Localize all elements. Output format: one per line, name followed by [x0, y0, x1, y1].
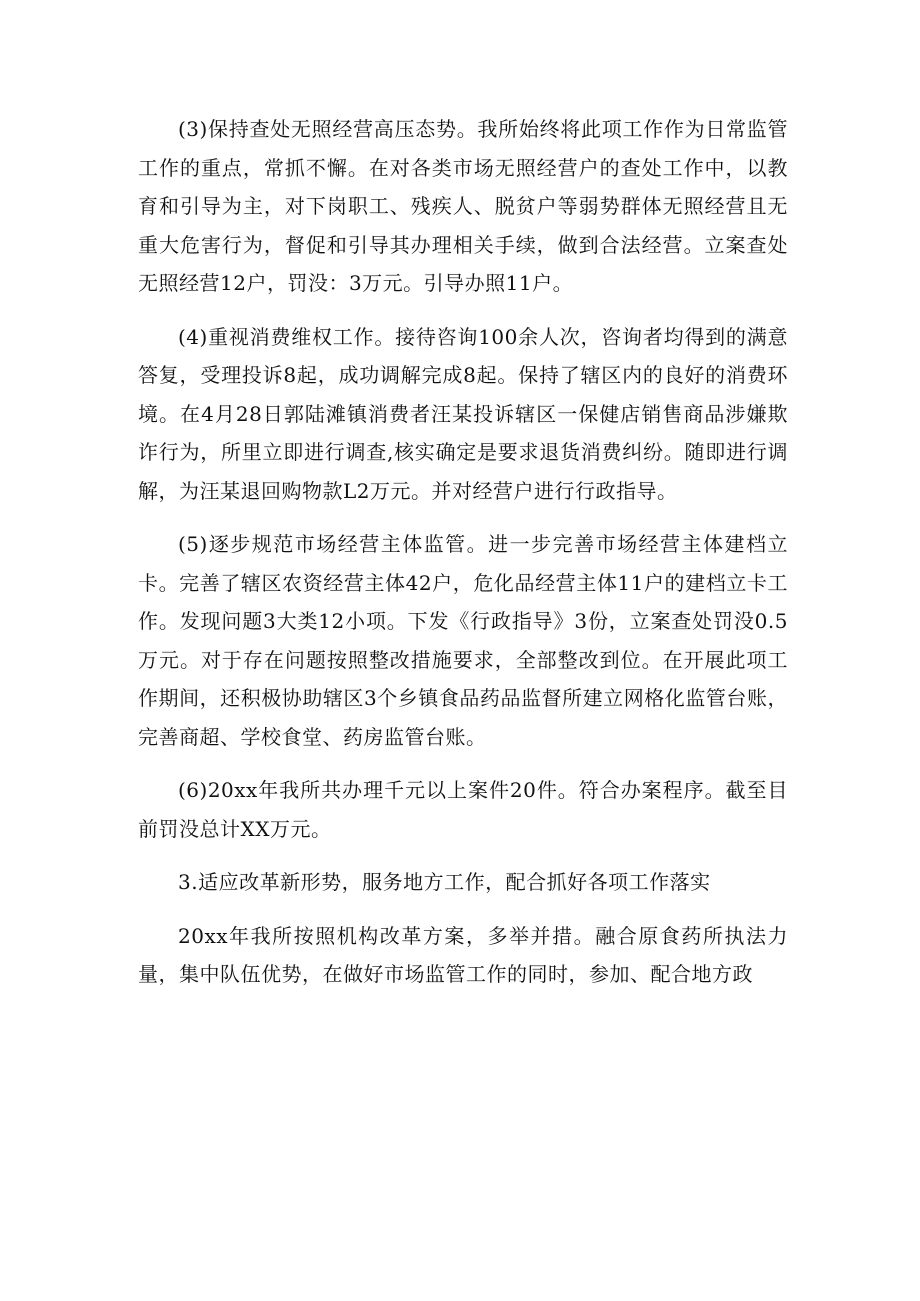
paragraph-item-5: (5)逐步规范市场经营主体监管。进一步完善市场经营主体建档立卡。完善了辖区农资经营主体42户，危化品经营主体11户的建档立卡工作。发现问题3大类12小项。下发《行政指导》3份，立案查处罚没0.5万元。对于存在问题按照整改措施要求，全部整改到位。在开展此项工作期间，还积极协助辖区3个乡镇食品药品监督所建立网格化监管台账，完善商超、学校食堂、药房监管台账。: [138, 532, 788, 749]
section-heading-3: 3.适应改革新形势，服务地方工作，配合抓好各项工作落实: [178, 870, 711, 894]
paragraph-reform: 20xx年我所按照机构改革方案，多举并措。融合原食药所执法力量，集中队伍优势，在做好市场监管工作的同时，参加、配合地方政: [138, 923, 788, 986]
document-body: [138, 110, 788, 1009]
paragraph-item-3: (3)保持查处无照经营高压态势。我所始终将此项工作作为日常监管工作的重点，常抓不懈。在对各类市场无照经营户的查处工作中，以教育和引导为主，对下岗职工、残疾人、脱贫户等弱势群体无照经营且无重大危害行为，督促和引导其办理相关手续，做到合法经营。立案查处无照经营12户，罚没：3万元。引导办照11户。: [138, 117, 788, 295]
paragraph-item-6: (6)20xx年我所共办理千元以上案件20件。符合办案程序。截至目前罚没总计XX万元。: [138, 778, 788, 841]
paragraph-item-4: (4)重视消费维权工作。接待咨询100余人次，咨询者均得到的满意答复，受理投诉8起，成功调解完成8起。保持了辖区内的良好的消费环境。在4月28日郭陆滩镇消费者汪某投诉辖区一保健店销售商品涉嫌欺诈行为，所里立即进行调查,核实确定是要求退货消费纠纷。随即进行调解，为汪某退回购物款L2万元。并对经营户进行行政指导。: [138, 324, 788, 503]
